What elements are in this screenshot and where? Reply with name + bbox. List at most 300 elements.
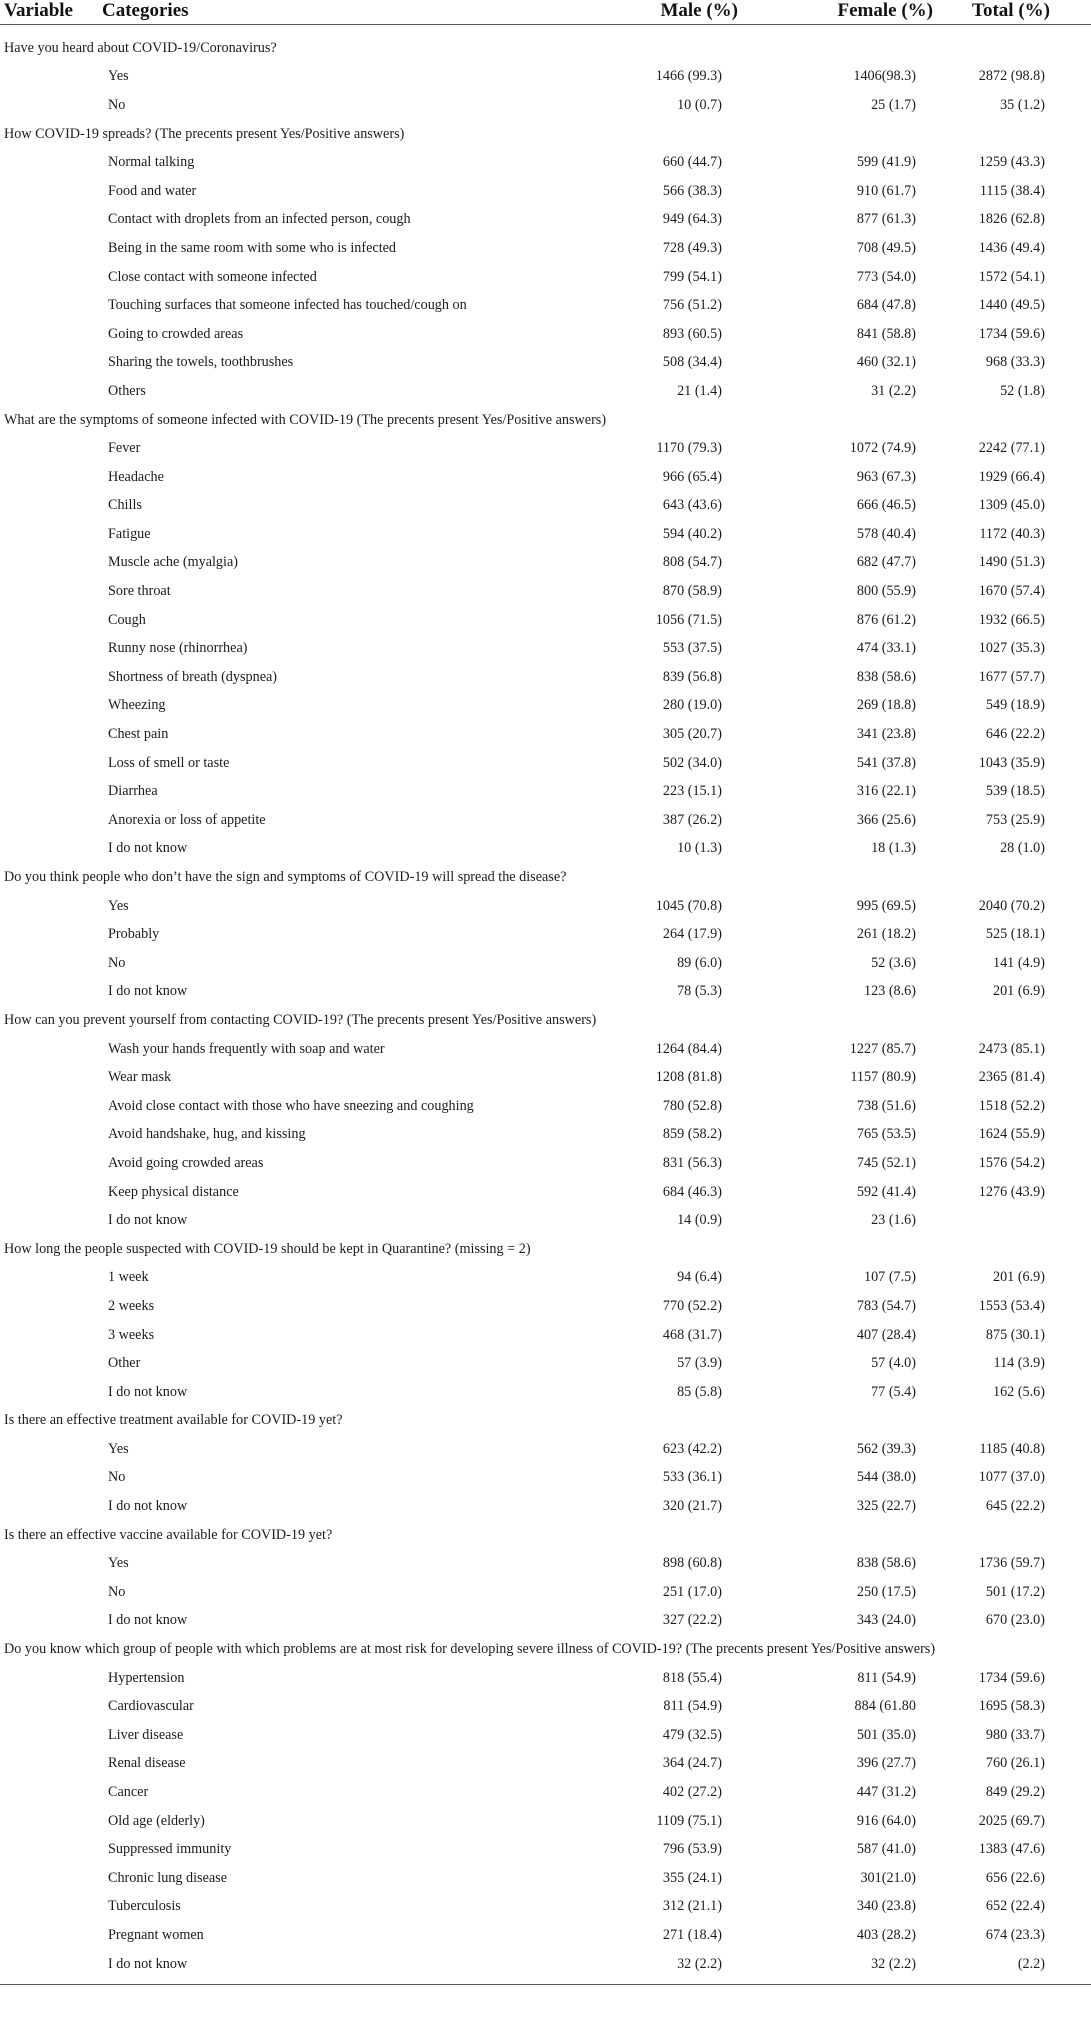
table-row	[0, 1063, 1091, 1092]
question-text: Is there an effective vaccine available for COVID-19 yet?	[4, 1526, 333, 1543]
category-cell: I do not know	[108, 840, 188, 857]
category-cell: No	[108, 96, 126, 113]
table-row	[0, 549, 1091, 578]
male-cell: 10 (1.3)	[677, 840, 722, 857]
table-row	[0, 320, 1091, 349]
category-cell: Touching surfaces that someone infected has touched/cough on	[108, 297, 467, 314]
question-text: How can you prevent yourself from contacting COVID-19? (The precents present Yes/Positive answers)	[4, 1011, 597, 1028]
table-row	[0, 892, 1091, 921]
category-cell: I do not know	[108, 983, 188, 1000]
table-row	[0, 806, 1091, 835]
variable-cell	[0, 1206, 102, 1235]
male-cell: 1109 (75.1)	[656, 1812, 722, 1829]
variable-cell	[0, 1807, 102, 1836]
male-cell: 839 (56.8)	[662, 668, 722, 685]
category-cell: Chills	[108, 497, 142, 514]
variable-cell	[0, 320, 102, 349]
category-cell: Muscle ache (myalgia)	[108, 554, 238, 571]
female-cell: 107 (7.5)	[863, 1269, 916, 1286]
category-cell: Keep physical distance	[108, 1183, 239, 1200]
variable-cell	[0, 1750, 102, 1779]
male-cell: 364 (24.7)	[662, 1755, 722, 1772]
total-cell: 656 (22.6)	[985, 1869, 1045, 1886]
total-cell: 1695 (58.3)	[978, 1698, 1045, 1715]
male-cell: 468 (31.7)	[662, 1326, 722, 1343]
female-cell: 910 (61.7)	[856, 182, 916, 199]
category-cell: Other	[108, 1355, 141, 1372]
table-footer	[0, 1978, 1091, 1985]
table-row	[0, 1578, 1091, 1607]
variable-cell	[0, 1121, 102, 1150]
variable-cell	[0, 1835, 102, 1864]
male-cell: 312 (21.1)	[662, 1898, 722, 1915]
total-cell: 670 (23.0)	[985, 1612, 1045, 1629]
variable-cell	[0, 1692, 102, 1721]
male-cell: 320 (21.7)	[662, 1498, 722, 1515]
male-cell: 57 (3.9)	[677, 1355, 722, 1372]
table-row	[0, 520, 1091, 549]
table-row	[0, 1607, 1091, 1636]
variable-cell	[0, 177, 102, 206]
variable-cell	[0, 692, 102, 721]
table-row	[0, 206, 1091, 235]
total-cell: 2025 (69.7)	[978, 1812, 1045, 1829]
total-cell: 1276 (43.9)	[978, 1183, 1045, 1200]
male-cell: 1056 (71.5)	[655, 611, 722, 628]
variable-cell	[0, 148, 102, 177]
female-cell: 31 (2.2)	[871, 382, 916, 399]
category-cell: Probably	[108, 926, 160, 943]
total-cell: 1185 (40.8)	[979, 1440, 1045, 1457]
female-cell: 995 (69.5)	[856, 897, 916, 914]
female-cell: 884 (61.80	[854, 1698, 916, 1715]
total-cell: 2242 (77.1)	[978, 440, 1045, 457]
female-cell: 1227 (85.7)	[849, 1040, 916, 1057]
header-female: Female (%)	[752, 0, 949, 25]
variable-cell	[0, 206, 102, 235]
total-cell: 2365 (81.4)	[978, 1069, 1045, 1086]
male-cell: 1264 (84.4)	[655, 1040, 722, 1057]
variable-cell	[0, 1664, 102, 1693]
female-cell: 708 (49.5)	[856, 239, 916, 256]
category-cell: Fever	[108, 440, 141, 457]
female-cell: 765 (53.5)	[856, 1126, 916, 1143]
variable-cell	[0, 1264, 102, 1293]
table-row	[0, 1664, 1091, 1693]
total-cell: 1383 (47.6)	[978, 1841, 1045, 1858]
category-cell: Anorexia or loss of appetite	[108, 811, 266, 828]
table-row	[0, 377, 1091, 406]
header-total: Total (%)	[949, 0, 1091, 25]
female-cell: 562 (39.3)	[856, 1440, 916, 1457]
table-row	[0, 777, 1091, 806]
female-cell: 841 (58.8)	[856, 325, 916, 342]
male-cell: 327 (22.2)	[662, 1612, 722, 1629]
male-cell: 251 (17.0)	[662, 1583, 722, 1600]
total-cell: 652 (22.4)	[985, 1898, 1045, 1915]
variable-cell	[0, 234, 102, 263]
variable-cell	[0, 549, 102, 578]
female-cell: 447 (31.2)	[856, 1784, 916, 1801]
total-cell: 201 (6.9)	[992, 983, 1045, 1000]
male-cell: 355 (24.1)	[662, 1869, 722, 1886]
total-cell: 1929 (66.4)	[978, 468, 1045, 485]
question-row	[0, 1521, 1091, 1550]
variable-cell	[0, 349, 102, 378]
table-row	[0, 1435, 1091, 1464]
female-cell: 123 (8.6)	[863, 983, 916, 1000]
variable-cell	[0, 1864, 102, 1893]
male-cell: 799 (54.1)	[662, 268, 722, 285]
male-cell: 223 (15.1)	[662, 783, 722, 800]
table-row	[0, 1492, 1091, 1521]
question-row	[0, 120, 1091, 149]
variable-cell	[0, 1950, 102, 1979]
male-cell: 271 (18.4)	[662, 1926, 722, 1943]
variable-cell	[0, 1464, 102, 1493]
table-row	[0, 148, 1091, 177]
male-cell: 402 (27.2)	[662, 1784, 722, 1801]
male-cell: 1045 (70.8)	[655, 897, 722, 914]
female-cell: 682 (47.7)	[856, 554, 916, 571]
female-cell: 25 (1.7)	[871, 96, 916, 113]
table-row	[0, 1378, 1091, 1407]
male-cell: 660 (44.7)	[662, 154, 722, 171]
female-cell: 587 (41.0)	[856, 1841, 916, 1858]
category-cell: No	[108, 1469, 126, 1486]
table-row	[0, 949, 1091, 978]
male-cell: 1208 (81.8)	[655, 1069, 722, 1086]
table-row	[0, 434, 1091, 463]
total-cell: 645 (22.2)	[985, 1498, 1045, 1515]
total-cell: 875 (30.1)	[985, 1326, 1045, 1343]
total-cell: 1677 (57.7)	[978, 668, 1045, 685]
category-cell: Cardiovascular	[108, 1698, 194, 1715]
table-row	[0, 1206, 1091, 1235]
category-cell: Renal disease	[108, 1755, 186, 1772]
category-cell: Yes	[108, 68, 129, 85]
variable-cell	[0, 577, 102, 606]
category-cell: Contact with droplets from an infected person, cough	[108, 211, 411, 228]
male-cell: 508 (34.4)	[662, 354, 722, 371]
female-cell: 684 (47.8)	[856, 297, 916, 314]
category-cell: I do not know	[108, 1955, 188, 1972]
total-cell: 1670 (57.4)	[978, 583, 1045, 600]
question-row	[0, 1407, 1091, 1436]
total-cell: 1734 (59.6)	[978, 1669, 1045, 1686]
variable-cell	[0, 1578, 102, 1607]
variable-cell	[0, 1063, 102, 1092]
variable-cell	[0, 978, 102, 1007]
category-cell: Loss of smell or taste	[108, 754, 230, 771]
total-cell: 28 (1.0)	[1000, 840, 1045, 857]
variable-cell	[0, 1378, 102, 1407]
category-cell: I do not know	[108, 1383, 188, 1400]
table-row	[0, 1778, 1091, 1807]
female-cell: 325 (22.7)	[856, 1498, 916, 1515]
male-cell: 966 (65.4)	[662, 468, 722, 485]
total-cell: 674 (23.3)	[985, 1926, 1045, 1943]
variable-cell	[0, 1292, 102, 1321]
female-cell: 541 (37.8)	[856, 754, 916, 771]
category-cell: Headache	[108, 468, 164, 485]
table-row	[0, 606, 1091, 635]
total-cell: 1736 (59.7)	[978, 1555, 1045, 1572]
female-cell: 811 (54.9)	[857, 1669, 916, 1686]
table-row	[0, 1121, 1091, 1150]
female-cell: 1157 (80.9)	[850, 1069, 916, 1086]
category-cell: Pregnant women	[108, 1926, 204, 1943]
category-cell: Food and water	[108, 182, 197, 199]
question-row	[0, 863, 1091, 892]
total-cell: 35 (1.2)	[1000, 96, 1045, 113]
male-cell: 479 (32.5)	[662, 1726, 722, 1743]
total-cell	[949, 1206, 1091, 1235]
table-row	[0, 663, 1091, 692]
header-row	[0, 0, 1091, 25]
female-cell: 877 (61.3)	[856, 211, 916, 228]
variable-cell	[0, 1778, 102, 1807]
category-cell: Others	[108, 382, 146, 399]
category-cell: Being in the same room with some who is infected	[108, 239, 397, 256]
table-row	[0, 1264, 1091, 1293]
table-row	[0, 1893, 1091, 1922]
table-row	[0, 920, 1091, 949]
header-male: Male (%)	[520, 0, 752, 25]
table-row	[0, 463, 1091, 492]
female-cell: 343 (24.0)	[856, 1612, 916, 1629]
variable-cell	[0, 463, 102, 492]
variable-cell	[0, 892, 102, 921]
table-row	[0, 349, 1091, 378]
table-body	[0, 34, 1091, 1978]
table-row	[0, 492, 1091, 521]
category-cell: Wear mask	[108, 1069, 172, 1086]
female-cell: 77 (5.4)	[871, 1383, 916, 1400]
category-cell: 1 week	[108, 1269, 149, 1286]
female-cell: 396 (27.7)	[856, 1755, 916, 1772]
total-cell: 849 (29.2)	[985, 1784, 1045, 1801]
variable-cell	[0, 1921, 102, 1950]
female-cell: 341 (23.8)	[856, 726, 916, 743]
variable-cell	[0, 606, 102, 635]
table-row	[0, 1464, 1091, 1493]
category-cell: Chronic lung disease	[108, 1869, 227, 1886]
total-cell: 1553 (53.4)	[978, 1297, 1045, 1314]
male-cell: 870 (58.9)	[662, 583, 722, 600]
table-bottom-rule	[0, 1978, 1091, 1985]
question-text: Do you think people who don’t have the sign and symptoms of COVID-19 will spread the disease?	[4, 869, 567, 886]
table-row	[0, 1292, 1091, 1321]
category-cell: Runny nose (rhinorrhea)	[108, 640, 248, 657]
male-cell: 85 (5.8)	[677, 1383, 722, 1400]
male-cell: 502 (34.0)	[662, 754, 722, 771]
variable-cell	[0, 806, 102, 835]
category-cell: Going to crowded areas	[108, 325, 244, 342]
total-cell: 1624 (55.9)	[978, 1126, 1045, 1143]
male-cell: 859 (58.2)	[662, 1126, 722, 1143]
category-cell: Wash your hands frequently with soap and water	[108, 1040, 385, 1057]
male-cell: 594 (40.2)	[662, 525, 722, 542]
female-cell: 916 (64.0)	[856, 1812, 916, 1829]
question-row	[0, 1235, 1091, 1264]
male-cell: 94 (6.4)	[677, 1269, 722, 1286]
female-cell: 1406(98.3)	[853, 68, 916, 85]
male-cell: 10 (0.7)	[677, 96, 722, 113]
category-cell: Sharing the towels, toothbrushes	[108, 354, 294, 371]
table-row	[0, 1035, 1091, 1064]
table-row	[0, 63, 1091, 92]
female-cell: 666 (46.5)	[856, 497, 916, 514]
category-cell: Avoid going crowded areas	[108, 1154, 264, 1171]
total-cell: 2040 (70.2)	[978, 897, 1045, 914]
category-cell: Normal talking	[108, 154, 195, 171]
variable-cell	[0, 1035, 102, 1064]
total-cell: 1440 (49.5)	[978, 297, 1045, 314]
male-cell: 728 (49.3)	[662, 239, 722, 256]
total-cell: 646 (22.2)	[985, 726, 1045, 743]
female-cell: 592 (41.4)	[856, 1183, 916, 1200]
male-cell: 818 (55.4)	[662, 1669, 722, 1686]
female-cell: 876 (61.2)	[856, 611, 916, 628]
table-row	[0, 1750, 1091, 1779]
total-cell: 1490 (51.3)	[978, 554, 1045, 571]
table-row	[0, 577, 1091, 606]
female-cell: 838 (58.6)	[856, 1555, 916, 1572]
female-cell: 599 (41.9)	[856, 154, 916, 171]
table-row	[0, 1807, 1091, 1836]
table-row	[0, 692, 1091, 721]
category-cell: Yes	[108, 1555, 129, 1572]
total-cell: 141 (4.9)	[992, 954, 1045, 971]
category-cell: 2 weeks	[108, 1297, 155, 1314]
male-cell: 623 (42.2)	[662, 1440, 722, 1457]
male-cell: 1170 (79.3)	[656, 440, 722, 457]
total-cell: 1576 (54.2)	[978, 1154, 1045, 1171]
total-cell: 1518 (52.2)	[978, 1097, 1045, 1114]
variable-cell	[0, 1178, 102, 1207]
table-row	[0, 1149, 1091, 1178]
male-cell: 89 (6.0)	[677, 954, 722, 971]
header-categories: Categories	[102, 0, 520, 25]
category-cell: No	[108, 954, 126, 971]
male-cell: 387 (26.2)	[662, 811, 722, 828]
female-cell: 57 (4.0)	[871, 1355, 916, 1372]
female-cell: 838 (58.6)	[856, 668, 916, 685]
female-cell: 269 (18.8)	[856, 697, 916, 714]
male-cell: 78 (5.3)	[677, 983, 722, 1000]
table-row	[0, 749, 1091, 778]
table-row	[0, 1692, 1091, 1721]
male-cell: 756 (51.2)	[662, 297, 722, 314]
female-cell: 32 (2.2)	[871, 1955, 916, 1972]
category-cell: Cough	[108, 611, 146, 628]
table-row	[0, 978, 1091, 1007]
variable-cell	[0, 492, 102, 521]
female-cell: 773 (54.0)	[856, 268, 916, 285]
total-cell: 1077 (37.0)	[978, 1469, 1045, 1486]
male-cell: 14 (0.9)	[677, 1212, 722, 1229]
category-cell: Avoid close contact with those who have sneezing and coughing	[108, 1097, 474, 1114]
female-cell: 474 (33.1)	[856, 640, 916, 657]
female-cell: 366 (25.6)	[856, 811, 916, 828]
total-cell: 549 (18.9)	[985, 697, 1045, 714]
female-cell: 261 (18.2)	[856, 926, 916, 943]
total-cell: 1436 (49.4)	[978, 239, 1045, 256]
category-cell: Yes	[108, 1440, 129, 1457]
variable-cell	[0, 1721, 102, 1750]
table-row	[0, 1721, 1091, 1750]
total-cell: (2.2)	[1017, 1955, 1045, 1972]
female-cell: 800 (55.9)	[856, 583, 916, 600]
question-row	[0, 1635, 1091, 1664]
female-cell: 963 (67.3)	[856, 468, 916, 485]
variable-cell	[0, 634, 102, 663]
total-cell: 1043 (35.9)	[978, 754, 1045, 771]
category-cell: Diarrhea	[108, 783, 158, 800]
female-cell: 745 (52.1)	[856, 1154, 916, 1171]
table-row	[0, 91, 1091, 120]
table-row	[0, 1349, 1091, 1378]
variable-cell	[0, 377, 102, 406]
variable-cell	[0, 1549, 102, 1578]
male-cell: 808 (54.7)	[662, 554, 722, 571]
total-cell: 525 (18.1)	[985, 926, 1045, 943]
male-cell: 280 (19.0)	[662, 697, 722, 714]
table-row	[0, 291, 1091, 320]
category-cell: Wheezing	[108, 697, 166, 714]
male-cell: 566 (38.3)	[662, 182, 722, 199]
header-spacer	[0, 25, 1091, 35]
male-cell: 831 (56.3)	[662, 1154, 722, 1171]
variable-cell	[0, 91, 102, 120]
total-cell: 1309 (45.0)	[978, 497, 1045, 514]
female-cell: 403 (28.2)	[856, 1926, 916, 1943]
question-text: Have you heard about COVID-19/Coronavirus?	[4, 39, 277, 56]
male-cell: 684 (46.3)	[662, 1183, 722, 1200]
table-row	[0, 634, 1091, 663]
category-cell: Sore throat	[108, 583, 171, 600]
female-cell: 23 (1.6)	[871, 1212, 916, 1229]
category-cell: Hypertension	[108, 1669, 185, 1686]
category-cell: I do not know	[108, 1498, 188, 1515]
variable-cell	[0, 1321, 102, 1350]
category-cell: I do not know	[108, 1212, 188, 1229]
table-row	[0, 835, 1091, 864]
total-cell: 2872 (98.8)	[978, 68, 1045, 85]
category-cell: Yes	[108, 897, 129, 914]
male-cell: 811 (54.9)	[663, 1698, 722, 1715]
variable-cell	[0, 720, 102, 749]
category-cell: Cancer	[108, 1784, 149, 1801]
table-row	[0, 177, 1091, 206]
total-cell: 1172 (40.3)	[979, 525, 1045, 542]
total-cell: 753 (25.9)	[985, 811, 1045, 828]
male-cell: 305 (20.7)	[662, 726, 722, 743]
question-text: Is there an effective treatment available for COVID-19 yet?	[4, 1412, 343, 1429]
question-text: Do you know which group of people with which problems are at most risk for developing severe illness of COVID-19? (The precents present Yes/Positive answers)	[4, 1641, 936, 1658]
variable-cell	[0, 1435, 102, 1464]
female-cell: 578 (40.4)	[856, 525, 916, 542]
table-row	[0, 1921, 1091, 1950]
category-cell: I do not know	[108, 1612, 188, 1629]
variable-cell	[0, 1092, 102, 1121]
male-cell: 770 (52.2)	[662, 1297, 722, 1314]
male-cell: 21 (1.4)	[677, 382, 722, 399]
category-cell: Chest pain	[108, 726, 169, 743]
male-cell: 1466 (99.3)	[655, 68, 722, 85]
table-row	[0, 234, 1091, 263]
